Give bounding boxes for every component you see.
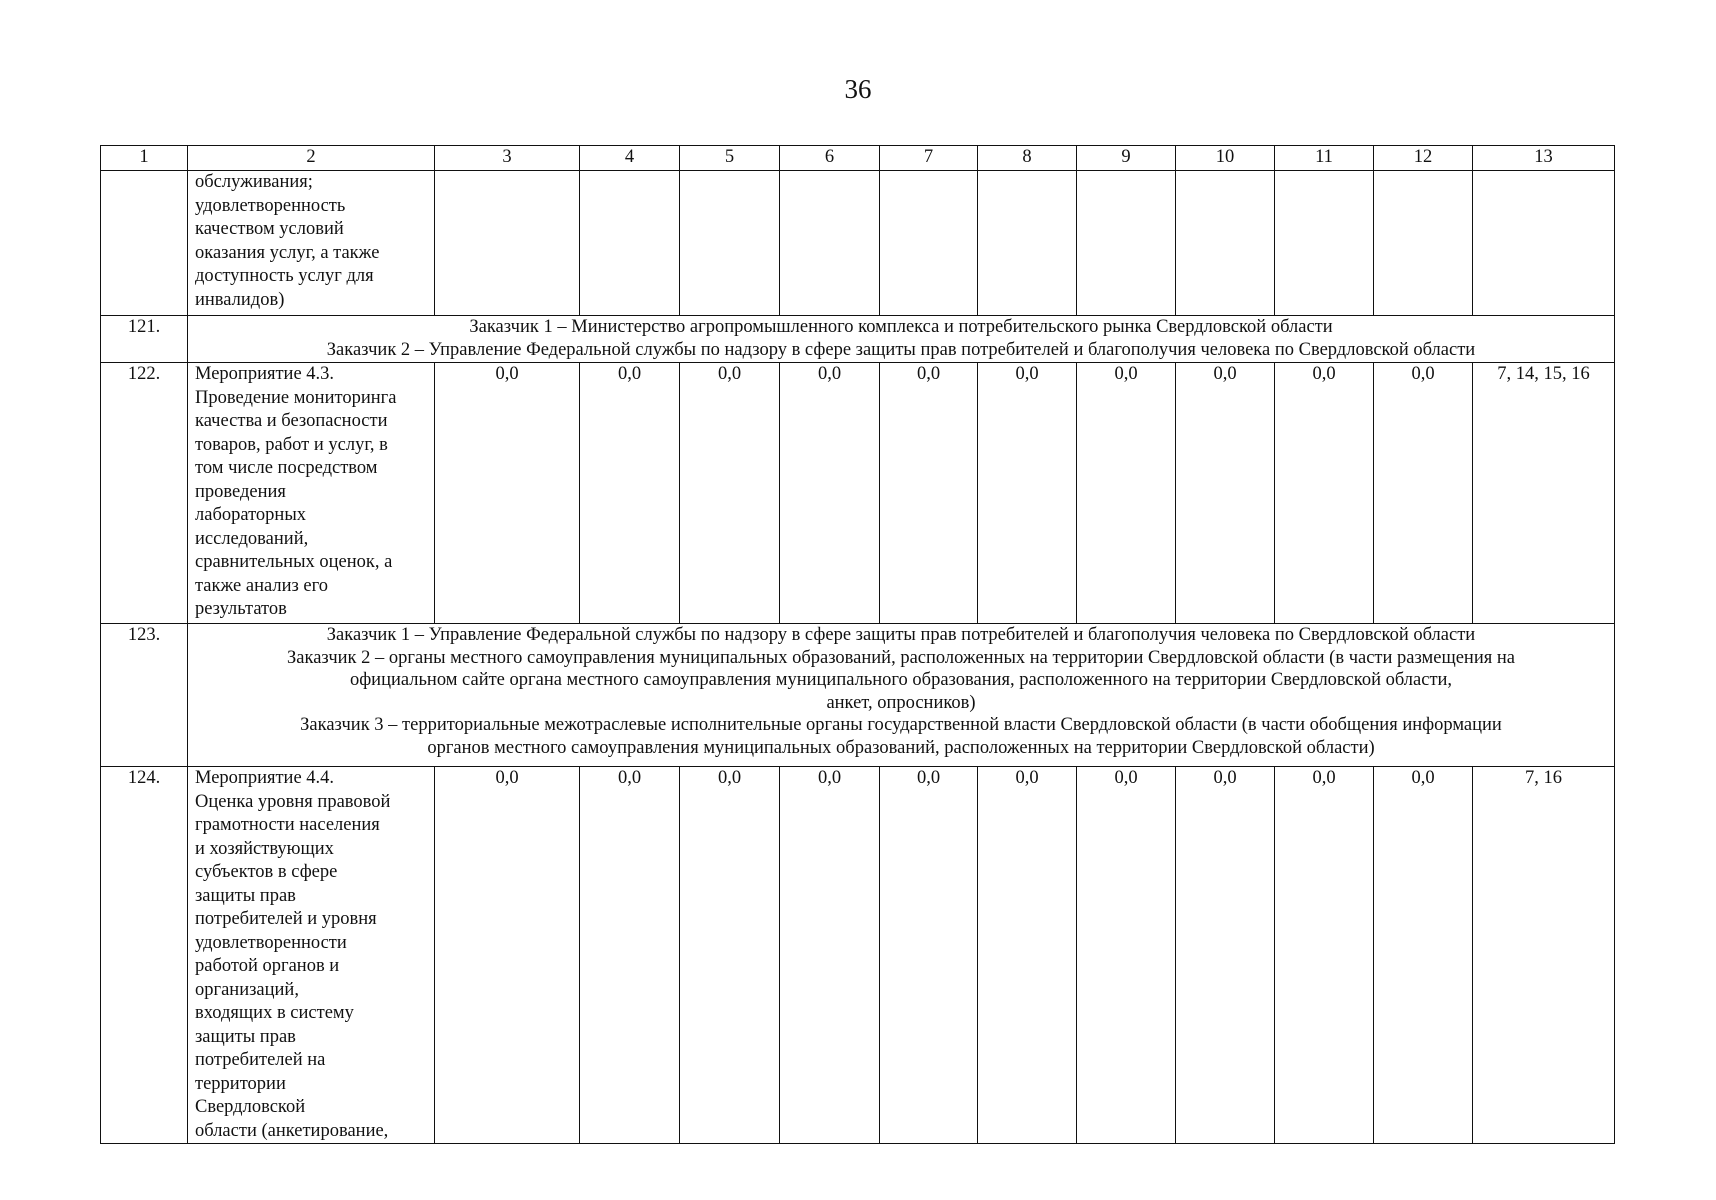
customer-line: анкет, опросников)	[826, 692, 976, 713]
program-table	[100, 145, 1615, 1144]
text-line: исследований,	[195, 528, 309, 549]
text-line: доступность услуг для	[195, 266, 374, 286]
text-line: результатов	[195, 599, 287, 619]
value-cell	[978, 171, 1077, 316]
customer-line: Заказчик 2 – органы местного самоуправления муниципальных образований, расположенных на территории Свердловской области (в части размещения на	[287, 647, 1515, 668]
customer-line: официальном сайте органа местного самоуправления муниципального образования, расположенного на территории Свердловской области,	[349, 670, 1453, 690]
header-cell: 3	[435, 146, 580, 171]
header-row	[101, 146, 1615, 171]
value-cell: 0,0	[680, 767, 780, 1144]
row-number-cell: 122.	[101, 363, 188, 624]
header-cell: 10	[1176, 146, 1275, 171]
customer-line: органов местного самоуправления муниципальных образований, расположенных на территории Свердловской области)	[427, 737, 1375, 758]
header-cell: 12	[1374, 146, 1473, 171]
header-cell: 13	[1473, 146, 1615, 171]
text-line: грамотности населения	[195, 815, 380, 835]
value-cell: 0,0	[978, 767, 1077, 1144]
value-cell: 0,0	[580, 767, 680, 1144]
value-cell	[1176, 171, 1275, 316]
value-cell	[780, 171, 880, 316]
row-number-cell: 121.	[101, 316, 188, 363]
value-cell	[580, 171, 680, 316]
text-line: лабораторных	[195, 505, 307, 525]
header-cell: 2	[188, 146, 435, 171]
text-line: Мероприятие 4.3.	[195, 364, 335, 384]
table-row-continuation	[101, 171, 1615, 316]
text-line: сравнительных оценок, а	[195, 552, 393, 572]
value-cell: 0,0	[880, 363, 978, 624]
value-cell	[1275, 171, 1374, 316]
value-cell: 0,0	[580, 363, 680, 624]
value-cell: 0,0	[1275, 363, 1374, 624]
value-cell: 0,0	[435, 363, 580, 624]
row-number-cell: 123.	[101, 624, 188, 767]
measure-name-cell	[188, 767, 435, 1144]
header-cell: 4	[580, 146, 680, 171]
value-cell: 0,0	[680, 363, 780, 624]
value-cell: 0,0	[1374, 767, 1473, 1144]
value-cell	[1077, 171, 1176, 316]
measure-name-cell	[188, 171, 435, 316]
text-line: обслуживания;	[195, 172, 313, 192]
value-cell	[880, 171, 978, 316]
value-cell: 0,0	[978, 363, 1077, 624]
table-row-124	[101, 767, 1615, 1144]
text-line: потребителей и уровня	[195, 909, 377, 929]
header-cell: 5	[680, 146, 780, 171]
text-line: Оценка уровня правовой	[195, 791, 391, 812]
value-cell	[1374, 171, 1473, 316]
text-line: Мероприятие 4.4.	[195, 768, 335, 788]
header-cell: 8	[978, 146, 1077, 171]
text-line: входящих в систему	[195, 1003, 354, 1023]
text-line: также анализ его	[195, 575, 329, 596]
text-line: организаций,	[195, 979, 299, 1000]
header-cell: 9	[1077, 146, 1176, 171]
text-line: субъектов в сфере	[195, 862, 338, 882]
table-row-123	[101, 624, 1615, 767]
customer-line: Заказчик 1 – Управление Федеральной службы по надзору в сфере защиты прав потребителей и благополучия человека по Свердловской области	[326, 625, 1476, 645]
page-number: 36	[844, 74, 872, 104]
value-cell: 0,0	[780, 363, 880, 624]
value-cell: 0,0	[1374, 363, 1473, 624]
customer-cell	[188, 624, 1615, 767]
value-cell: 0,0	[1077, 767, 1176, 1144]
value-cell	[680, 171, 780, 316]
text-line: области (анкетирование,	[195, 1120, 389, 1141]
text-line: качества и безопасности	[195, 411, 388, 431]
targets-cell	[1473, 171, 1615, 316]
text-line: и хозяйствующих	[195, 838, 334, 859]
text-line: работой органов и	[195, 956, 340, 976]
text-line: Свердловской	[195, 1097, 306, 1117]
text-line: удовлетворенности	[195, 932, 347, 953]
text-line: защиты прав	[195, 885, 296, 906]
row-number-cell: 124.	[101, 767, 188, 1144]
header-cell: 1	[101, 146, 188, 171]
text-line: инвалидов)	[195, 289, 285, 310]
text-line: Проведение мониторинга	[195, 387, 397, 408]
text-line: защиты прав	[195, 1026, 296, 1047]
text-line: потребителей на	[195, 1050, 326, 1070]
value-cell	[435, 171, 580, 316]
customer-line: Заказчик 3 – территориальные межотраслевые исполнительные органы государственной власти Свердловской области (в части обобщения информации	[300, 715, 1502, 735]
value-cell: 0,0	[1275, 767, 1374, 1144]
text-line: оказания услуг, а также	[195, 242, 380, 263]
value-cell: 0,0	[1176, 767, 1275, 1144]
header-cell: 7	[880, 146, 978, 171]
text-line: проведения	[195, 481, 286, 502]
targets-cell: 7, 16	[1473, 767, 1615, 1144]
table-row-121	[101, 316, 1615, 363]
text-line: удовлетворенность	[195, 195, 346, 216]
customer-cell	[188, 316, 1615, 363]
table-row-122	[101, 363, 1615, 624]
header-cell: 6	[780, 146, 880, 171]
text-line: товаров, работ и услуг, в	[195, 434, 388, 455]
value-cell: 0,0	[1077, 363, 1176, 624]
value-cell: 0,0	[880, 767, 978, 1144]
text-line: качеством условий	[195, 219, 344, 239]
customer-line: Заказчик 1 – Министерство агропромышленного комплекса и потребительского рынка Свердловской области	[469, 317, 1333, 337]
text-line: территории	[195, 1073, 286, 1094]
customer-line: Заказчик 2 – Управление Федеральной службы по надзору в сфере защиты прав потребителей и благополучия человека по Свердловской области	[326, 339, 1476, 360]
text-line: том числе посредством	[195, 458, 378, 478]
header-cell: 11	[1275, 146, 1374, 171]
targets-cell: 7, 14, 15, 16	[1473, 363, 1615, 624]
row-number-cell	[101, 171, 188, 316]
value-cell: 0,0	[1176, 363, 1275, 624]
value-cell: 0,0	[435, 767, 580, 1144]
value-cell: 0,0	[780, 767, 880, 1144]
measure-name-cell	[188, 363, 435, 624]
